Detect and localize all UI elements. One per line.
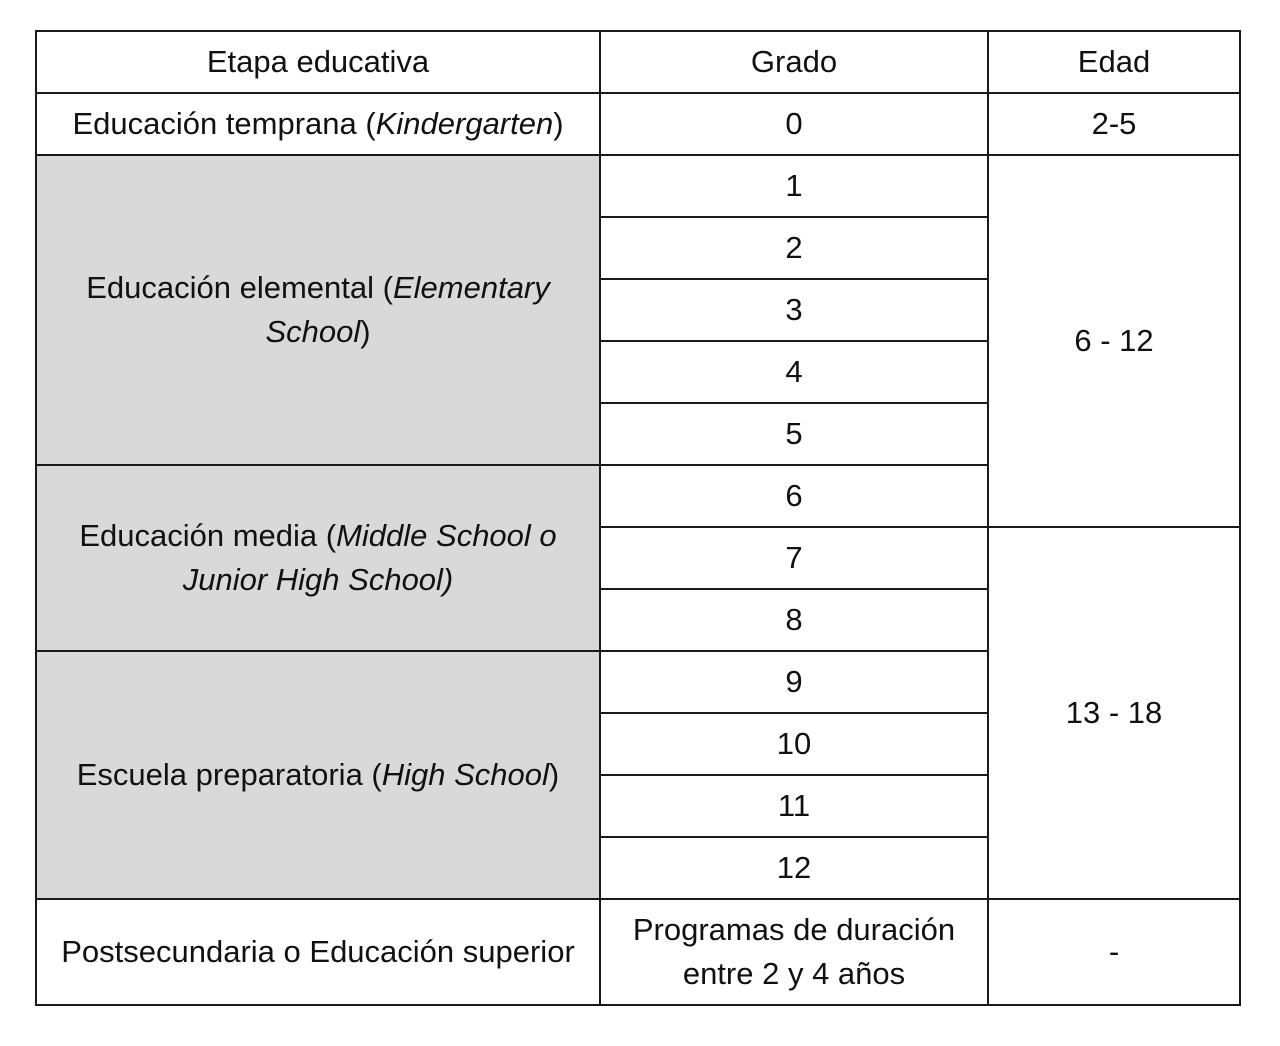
grade-cell: 8 [600, 589, 988, 651]
stage-name: Educación media ( [79, 518, 337, 553]
age-elementary-range: 6 - 12 [988, 155, 1240, 527]
grade-cell: 10 [600, 713, 988, 775]
header-grade: Grado [600, 31, 988, 93]
header-row [36, 31, 1240, 93]
grade-cell: 11 [600, 775, 988, 837]
stage-name: Educación temprana ( [72, 106, 376, 141]
stage-english-name: Middle School o Junior High School) [182, 518, 557, 597]
stage-suffix: ) [553, 106, 564, 141]
grade-cell: 5 [600, 403, 988, 465]
grade-cell: 3 [600, 279, 988, 341]
stage-english-name: High School [381, 757, 549, 792]
age-postsecondary: - [988, 899, 1240, 1005]
table-row [36, 155, 1240, 217]
stage-postsecondary: Postsecundaria o Educación superior [36, 899, 600, 1005]
grade-cell: 9 [600, 651, 988, 713]
stage-english-name: Kindergarten [375, 106, 554, 141]
stage-high-school [36, 651, 600, 899]
table-row [36, 899, 1240, 1005]
grade-cell: 4 [600, 341, 988, 403]
stage-english-name: Elementary School [265, 270, 550, 349]
grade-cell: 2 [600, 217, 988, 279]
grade-cell: 1 [600, 155, 988, 217]
stage-elementary [36, 155, 600, 465]
stage-name: Educación elemental ( [86, 270, 393, 305]
age-kindergarten: 2-5 [988, 93, 1240, 155]
stage-middle-school [36, 465, 600, 651]
stage-kindergarten [36, 93, 600, 155]
table-row [36, 93, 1240, 155]
grade-cell: 6 [600, 465, 988, 527]
stage-suffix: ) [360, 314, 371, 349]
stage-name: Escuela preparatoria ( [76, 757, 382, 792]
header-age: Edad [988, 31, 1240, 93]
grade-cell: 0 [600, 93, 988, 155]
header-stage: Etapa educativa [36, 31, 600, 93]
grade-cell: 7 [600, 527, 988, 589]
grade-postsecondary: Programas de duración entre 2 y 4 años [600, 899, 988, 1005]
age-teen-range: 13 - 18 [988, 527, 1240, 899]
stage-suffix: ) [548, 757, 560, 792]
grade-cell: 12 [600, 837, 988, 899]
education-stages-table [35, 30, 1241, 1006]
